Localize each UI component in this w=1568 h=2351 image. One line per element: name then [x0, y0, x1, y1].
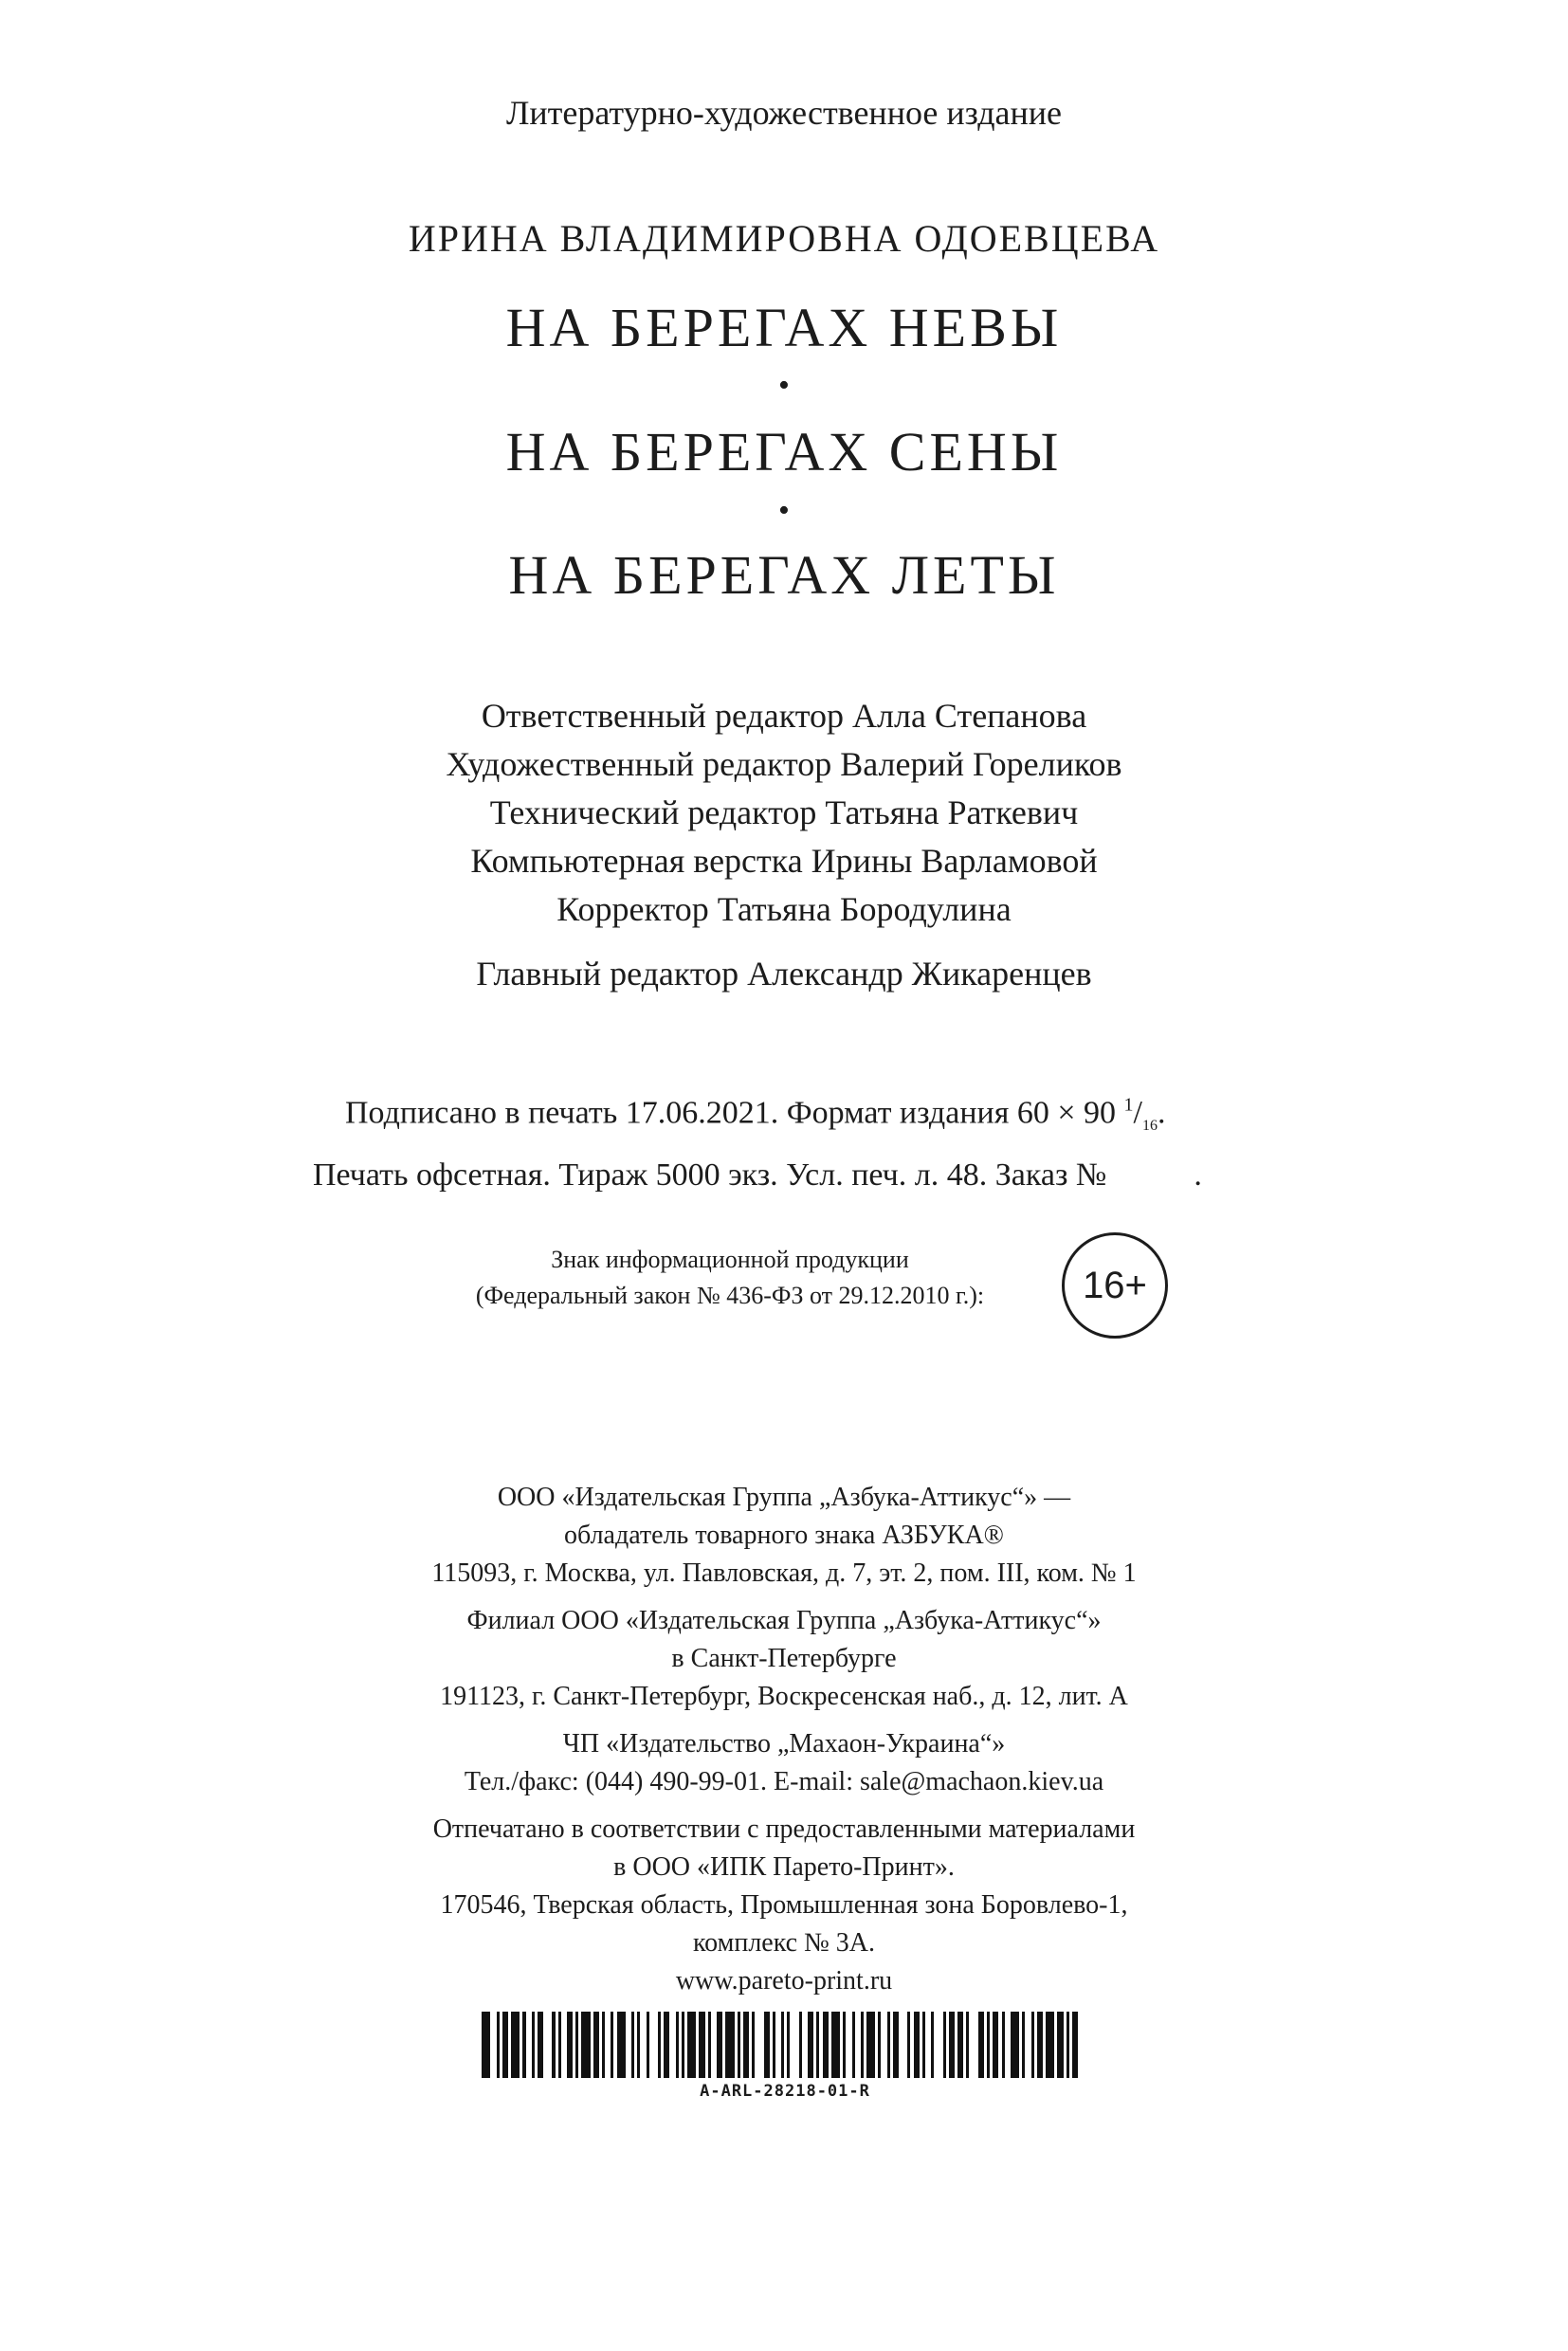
- printer-line: 170546, Тверская область, Промышленная зона Боровлево-1,: [440, 1890, 1128, 1920]
- credit-line: Художественный редактор Валерий Гореликов: [446, 745, 1122, 783]
- barcode-space: [899, 2012, 907, 2078]
- publisher-line: в Санкт-Петербурге: [671, 1644, 897, 1673]
- barcode-bar: [831, 2012, 840, 2078]
- barcode-space: [790, 2012, 798, 2078]
- printer-line: комплекс № 3А.: [692, 1928, 876, 1958]
- info-sign-line: Знак информационной продукции: [551, 1246, 909, 1273]
- barcode-bar: [581, 2012, 590, 2078]
- barcode-bar: [1011, 2012, 1019, 2078]
- book-title-1: НА БЕРЕГАХ НЕВЫ: [505, 297, 1063, 358]
- print-info-text: Печать офсетная. Тираж 5000 экз. Усл. печ. л. 48. Заказ №: [313, 1157, 1107, 1194]
- printer-website: www.pareto-print.ru: [675, 1966, 893, 1996]
- print-info: [313, 1081, 1289, 1200]
- barcode-bar: [1046, 2012, 1054, 2078]
- barcode: [482, 2012, 1088, 2106]
- publisher-line: 115093, г. Москва, ул. Павловская, д. 7, эт. 2, пом. III, ком. № 1: [431, 1558, 1137, 1588]
- printer-line: Отпечатано в соответствии с предоставленными материалами: [432, 1814, 1136, 1844]
- print-info-line-2-end: .: [1194, 1157, 1202, 1194]
- barcode-space: [934, 2012, 942, 2078]
- barcode-bar: [687, 2012, 696, 2078]
- print-info-line-1: [313, 1081, 1289, 1151]
- publisher-line: Филиал ООО «Издательская Группа „Азбука-Аттикус“»: [466, 1606, 1102, 1635]
- credits-list: [0, 692, 1568, 934]
- title-separator-2: •: [778, 493, 790, 528]
- block-spacer: [0, 1716, 1568, 1725]
- book-title-3: НА БЕРЕГАХ ЛЕТЫ: [508, 544, 1060, 606]
- info-sign-text: [417, 1242, 1043, 1314]
- book-title-2: НА БЕРЕГАХ СЕНЫ: [505, 421, 1063, 483]
- barcode-space: [1078, 2012, 1086, 2078]
- barcode-bar: [866, 2012, 875, 2078]
- credit-line: Ответственный редактор Алла Степанова: [481, 697, 1087, 735]
- publisher-line: 191123, г. Санкт-Петербург, Воскресенская наб., д. 12, лит. А: [440, 1682, 1128, 1711]
- barcode-code: A-ARL-28218-01-R: [700, 2082, 870, 2101]
- barcode-space: [649, 2012, 658, 2078]
- block-spacer: [0, 1593, 1568, 1602]
- print-info-line-2: [313, 1151, 1289, 1200]
- publisher-line: Тел./факс: (044) 490-99-01. E-mail: sale@machaon.kiev.ua: [464, 1767, 1104, 1796]
- title-separator-1: •: [778, 368, 790, 403]
- publisher-line: ЧП «Издательство „Махаон-Украина“»: [562, 1729, 1006, 1759]
- block-spacer: [0, 1801, 1568, 1811]
- publisher-line: обладатель товарного знака АЗБУКА®: [564, 1521, 1004, 1550]
- barcode-bars: [482, 2012, 1088, 2078]
- publisher-info: [0, 1479, 1568, 2000]
- edition-type: Литературно-художественное издание: [505, 94, 1063, 132]
- credit-line: Компьютерная верстка Ирины Варламовой: [470, 842, 1098, 880]
- fraction-numerator: 1: [1123, 1095, 1134, 1116]
- info-sign-line: (Федеральный закон № 436-ФЗ от 29.12.2010 г.):: [475, 1282, 985, 1309]
- publisher-line: ООО «Издательская Группа „Азбука-Аттикус“» —: [497, 1483, 1071, 1512]
- credit-line: Технический редактор Татьяна Раткевич: [489, 793, 1079, 831]
- credit-line: Корректор Татьяна Бородулина: [556, 890, 1012, 928]
- chief-editor: Главный редактор Александр Жикаренцев: [476, 955, 1092, 993]
- age-rating-badge: 16+: [1062, 1232, 1168, 1339]
- barcode-bar: [725, 2012, 734, 2078]
- print-info-text: Подписано в печать 17.06.2021. Формат издания 60 × 90: [345, 1095, 1124, 1131]
- barcode-space: [755, 2012, 763, 2078]
- barcode-bar: [617, 2012, 626, 2078]
- barcode-bar: [511, 2012, 520, 2078]
- fraction-denominator: 16: [1141, 1118, 1158, 1135]
- print-info-line-1-end: .: [1157, 1095, 1166, 1131]
- barcode-space: [969, 2012, 977, 2078]
- author-name: ИРИНА ВЛАДИМИРОВНА ОДОЕВЦЕВА: [408, 217, 1160, 260]
- information-product-sign: [417, 1232, 1147, 1346]
- barcode-space: [543, 2012, 552, 2078]
- barcode-bar: [482, 2012, 490, 2078]
- printer-line: в ООО «ИПК Парето-Принт».: [613, 1852, 955, 1882]
- format-fraction: $^1/_{16}$: [1123, 1095, 1158, 1135]
